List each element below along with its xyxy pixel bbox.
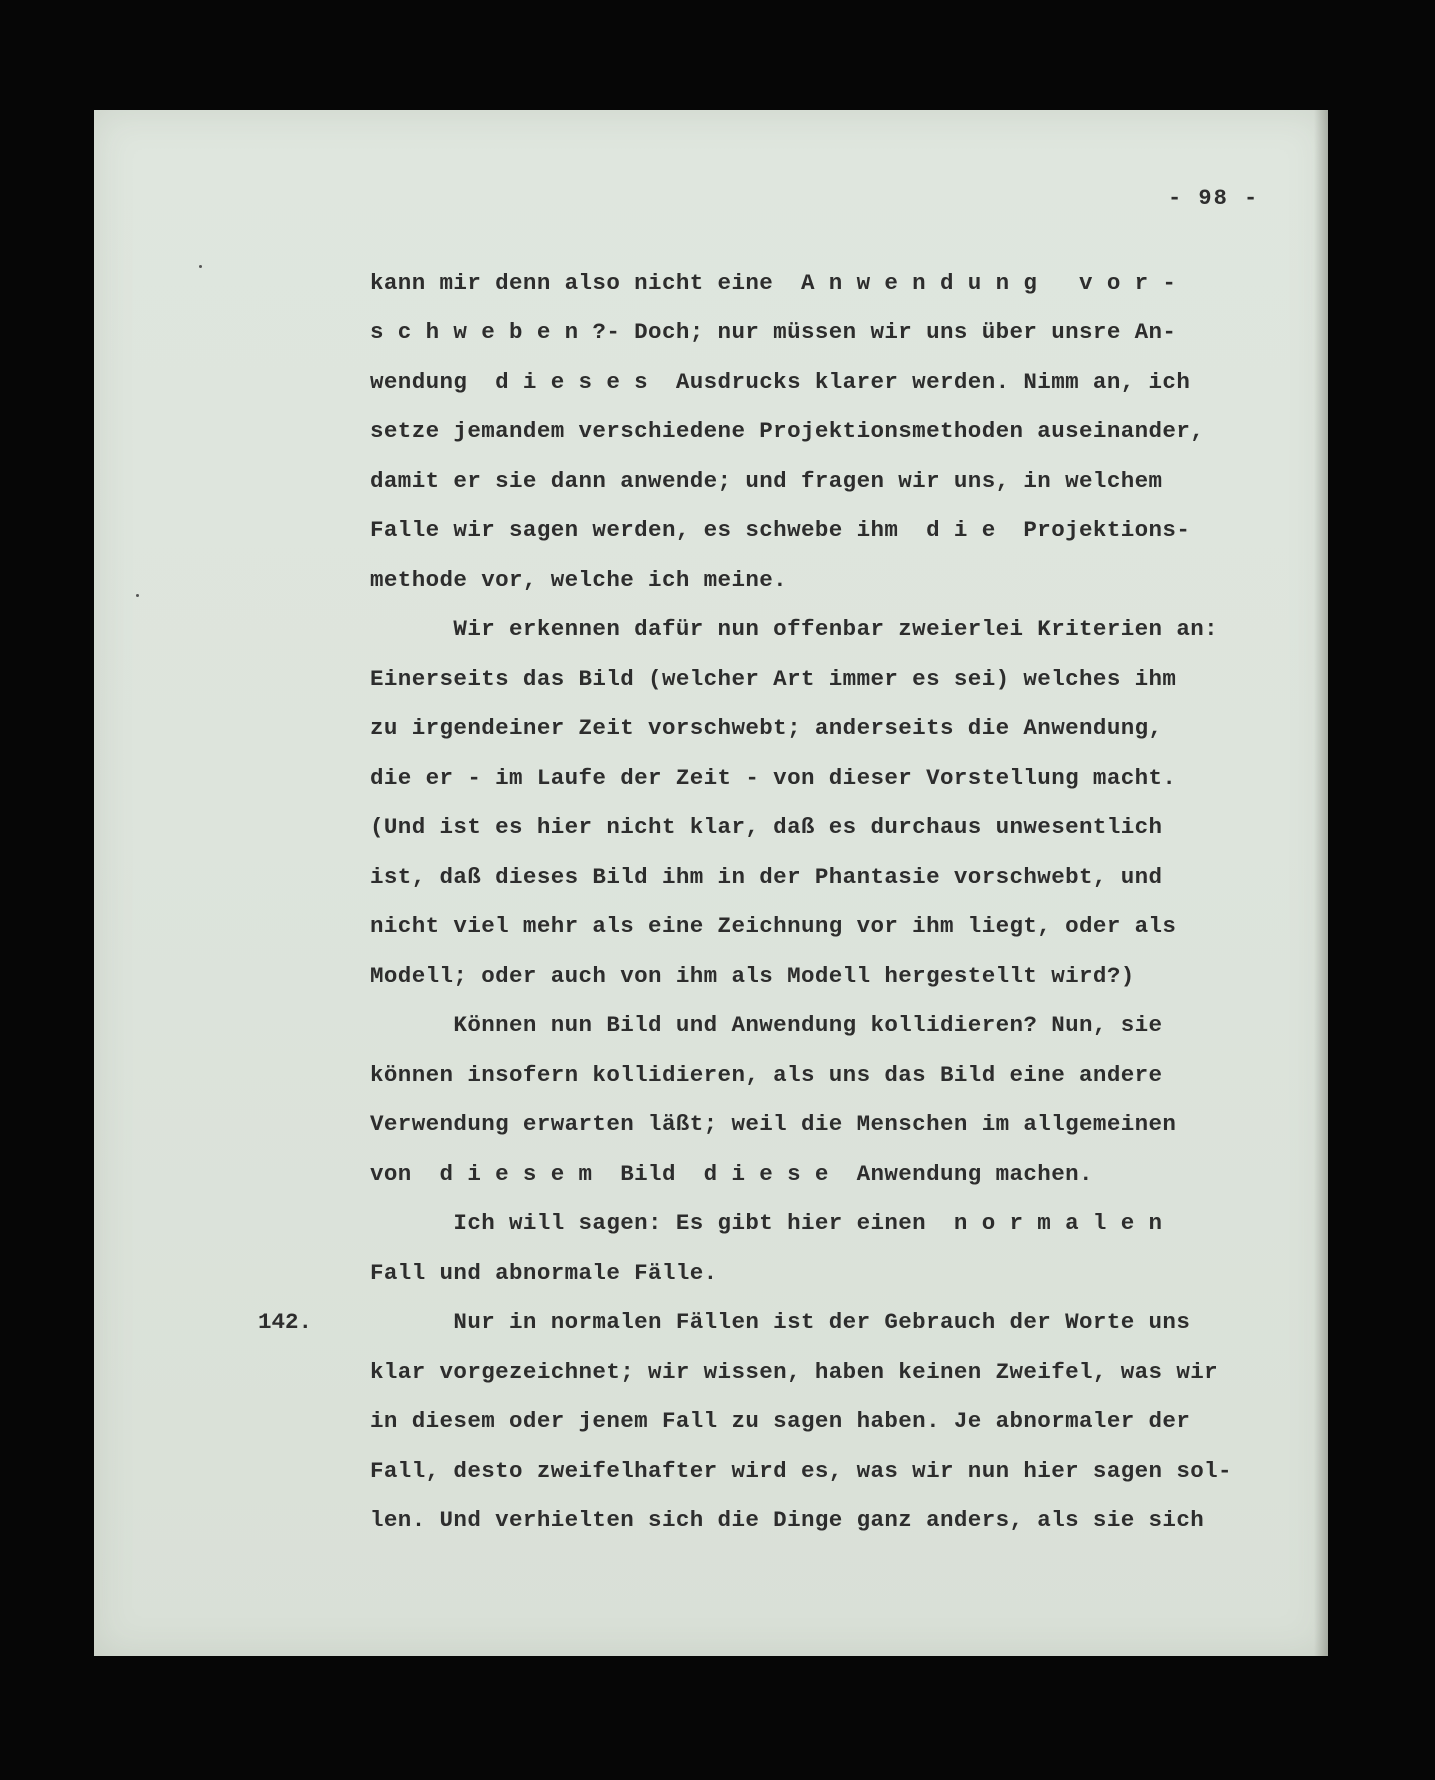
text-line: in diesem oder jenem Fall zu sagen haben. Je abnormaler der <box>370 1408 1191 1434</box>
text-line: die er - im Laufe der Zeit - von dieser Vorstellung macht. <box>370 765 1177 791</box>
page-number: - 98 - <box>1168 186 1260 211</box>
text-line: Einerseits das Bild (welcher Art immer es sei) welches ihm <box>370 666 1177 692</box>
text-line: setze jemandem verschiedene Projektionsmethoden auseinander, <box>370 418 1205 444</box>
text-line: nicht viel mehr als eine Zeichnung vor ihm liegt, oder als <box>370 913 1177 939</box>
text-line: Modell; oder auch von ihm als Modell hergestellt wird?) <box>370 963 1135 989</box>
text-line: len. Und verhielten sich die Dinge ganz anders, als sie sich <box>370 1507 1205 1533</box>
text-line: Fall, desto zweifelhafter wird es, was wir nun hier sagen sol- <box>370 1458 1232 1484</box>
text-line: Können nun Bild und Anwendung kollidieren? Nun, sie <box>370 1012 1163 1038</box>
text-line: s c h w e b e n ?- Doch; nur müssen wir uns über unsre An- <box>370 319 1177 345</box>
text-line: ist, daß dieses Bild ihm in der Phantasie vorschwebt, und <box>370 864 1163 890</box>
text-line: von d i e s e m Bild d i e s e Anwendung machen. <box>370 1161 1093 1187</box>
text-line: können insofern kollidieren, als uns das Bild eine andere <box>370 1062 1163 1088</box>
text-line: Falle wir sagen werden, es schwebe ihm d i e Projektions- <box>370 517 1191 543</box>
section-number: 142. <box>258 1309 313 1335</box>
text-line: Fall und abnormale Fälle. <box>370 1260 718 1286</box>
typed-page <box>94 110 1328 1656</box>
text-line: wendung d i e s e s Ausdrucks klarer werden. Nimm an, ich <box>370 369 1191 395</box>
text-line: damit er sie dann anwende; und fragen wir uns, in welchem <box>370 468 1163 494</box>
text-line: Verwendung erwarten läßt; weil die Menschen im allgemeinen <box>370 1111 1177 1137</box>
text-line: Ich will sagen: Es gibt hier einen n o r m a l e n <box>370 1210 1163 1236</box>
text-line: methode vor, welche ich meine. <box>370 567 788 593</box>
text-line: klar vorgezeichnet; wir wissen, haben keinen Zweifel, was wir <box>370 1359 1219 1385</box>
text-line: zu irgendeiner Zeit vorschwebt; anderseits die Anwendung, <box>370 715 1163 741</box>
text-line: Wir erkennen dafür nun offenbar zweierlei Kriterien an: <box>370 616 1219 642</box>
paper-speck <box>136 594 139 597</box>
paper-speck <box>199 265 202 268</box>
text-line: Nur in normalen Fällen ist der Gebrauch der Worte uns <box>370 1309 1191 1335</box>
text-line: kann mir denn also nicht eine A n w e n d u n g v o r - <box>370 270 1177 296</box>
text-line: (Und ist es hier nicht klar, daß es durchaus unwesentlich <box>370 814 1163 840</box>
